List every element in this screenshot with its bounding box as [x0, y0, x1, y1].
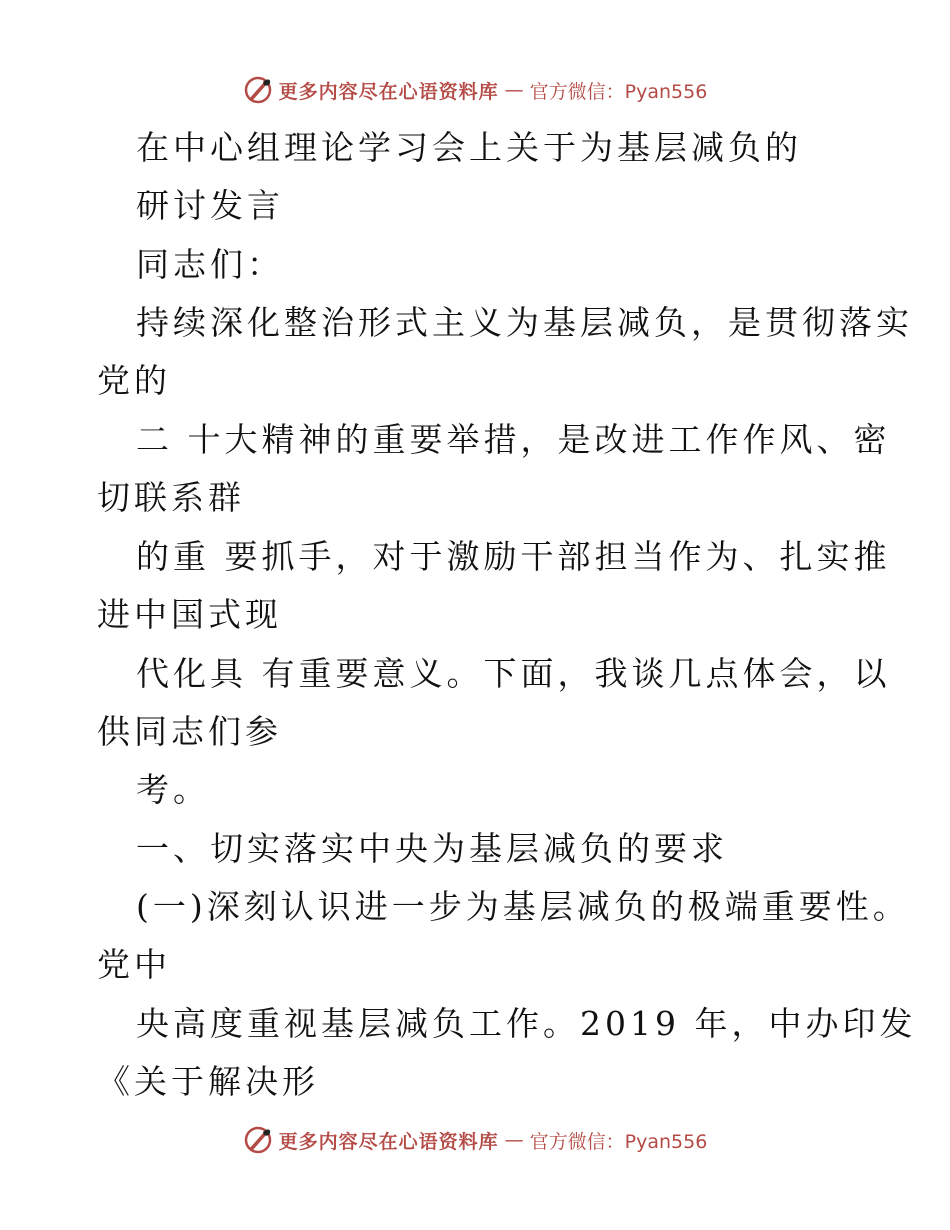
text-line: 进中国式现 — [97, 595, 282, 634]
watermark-contact-text: 官方微信：Pyan556 — [529, 1130, 708, 1153]
watermark-contact-text: 官方微信：Pyan556 — [529, 80, 708, 103]
text-line: 党的 — [97, 361, 171, 400]
text-line: 考。 — [136, 770, 210, 809]
text-line: 的重 要抓手，对于激励干部担当作为、扎实推 — [136, 537, 891, 576]
watermark-site-text: 更多内容尽在心语资料库 — [278, 1130, 499, 1153]
subsection-heading: (一)深刻认识进一步为基层减负的极端重要性。 — [136, 887, 910, 926]
section-heading: 一、切实落实中央为基层减负的要求 — [136, 829, 728, 868]
quill-logo-icon — [243, 1125, 273, 1155]
text-line: 切联系群 — [97, 478, 245, 517]
text-line: 持续深化整治形式主义为基层减负，是贯彻落实 — [136, 303, 913, 342]
watermark-separator: — — [504, 1129, 524, 1151]
text-line: 代化具 有重要意义。下面，我谈几点体会，以 — [136, 654, 891, 693]
watermark-site-text: 更多内容尽在心语资料库 — [278, 80, 499, 103]
footer-watermark — [0, 1120, 950, 1160]
salutation: 同志们： — [136, 245, 284, 284]
quill-logo-icon — [243, 75, 273, 105]
text-line: 二 十大精神的重要举措，是改进工作作风、密 — [136, 420, 891, 459]
header-watermark — [0, 70, 950, 110]
text-line: 党中 — [97, 945, 171, 984]
document-title-line-2: 研讨发言 — [136, 186, 284, 225]
text-line: 《关于解决形 — [97, 1062, 319, 1101]
text-line: 供同志们参 — [97, 712, 282, 751]
watermark-separator: — — [504, 79, 524, 101]
document-title-line-1: 在中心组理论学习会上关于为基层减负的 — [136, 128, 802, 167]
text-line: 央高度重视基层减负工作。2019 年，中办印发 — [136, 1004, 917, 1043]
